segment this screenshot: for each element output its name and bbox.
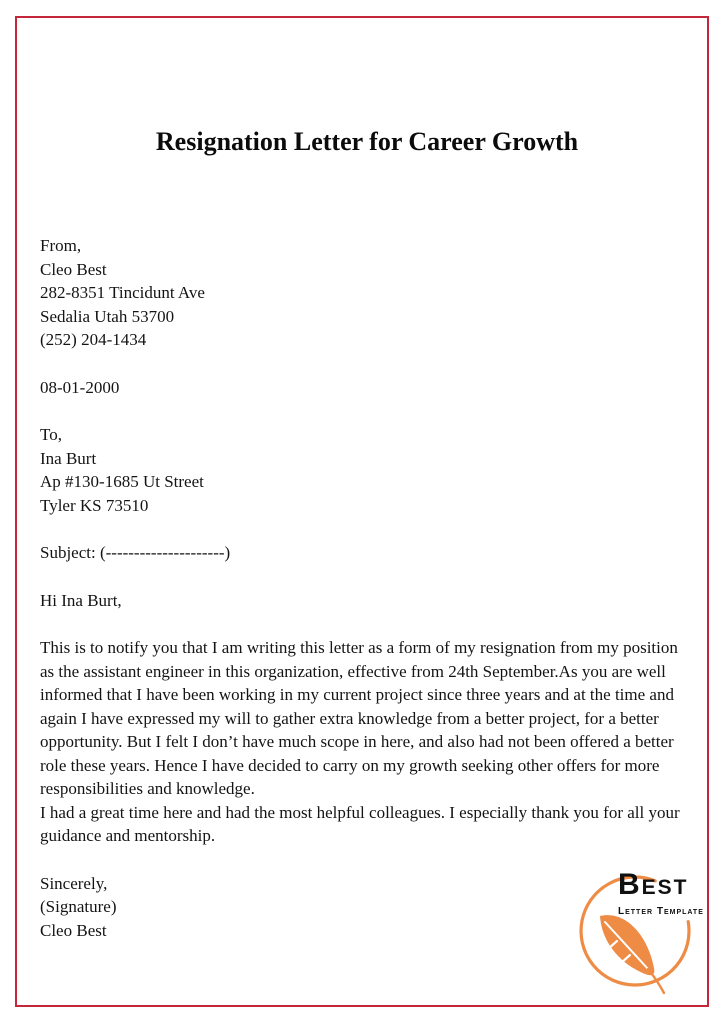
recipient-block (40, 423, 694, 517)
recipient-address-line: Tyler KS 73510 (40, 495, 149, 515)
letter-content (40, 0, 694, 966)
letter-title: Resignation Letter for Career Growth (155, 127, 579, 156)
letter-body (40, 636, 694, 848)
logo-text (618, 870, 704, 917)
closing-salutation: Sincerely, (40, 873, 108, 893)
sender-address-line: Sedalia Utah 53700 (40, 306, 175, 326)
sender-address-line: 282-8351 Tincidunt Ave (40, 283, 205, 302)
subject-line: Subject: (---------------------) (40, 543, 231, 562)
recipient-address-line: Ap #130-1685 Ut Street (40, 472, 204, 491)
body-paragraph: This is to notify you that I am writing this letter as a form of my resignation from my position as the assistant engineer in this organization, effective from 24th September.As you are well informed that I have been working in my current project since three years and at the time and again I have expressed my will to gather extra knowledge from a better project, for a better opportunity. But I felt I don’t have much scope in here, and also had not been offered a better role these years. Hence I have decided to carry on my growth seeking other offers for more responsibilities and knowledge. (40, 638, 678, 798)
recipient-name: Ina Burt (40, 448, 97, 468)
letter-date: 08-01-2000 (40, 377, 120, 397)
sender-block (40, 234, 694, 352)
sender-phone: (252) 204-1434 (40, 330, 147, 349)
sender-label: From, (40, 236, 82, 255)
closing-name: Cleo Best (40, 920, 107, 940)
closing-signature-placeholder: (Signature) (40, 897, 117, 916)
recipient-label: To, (40, 425, 62, 444)
logo-brand-subtitle: Letter Template (618, 906, 704, 917)
greeting: Hi Ina Burt, (40, 590, 122, 610)
sender-name: Cleo Best (40, 259, 107, 279)
feather-stem (648, 969, 664, 993)
logo-brand-name: BEST (618, 868, 689, 901)
brand-logo (550, 856, 720, 996)
body-paragraph: I had a great time here and had the most helpful colleagues. I especially thank you for all your guidance and mentorship. (40, 802, 680, 845)
